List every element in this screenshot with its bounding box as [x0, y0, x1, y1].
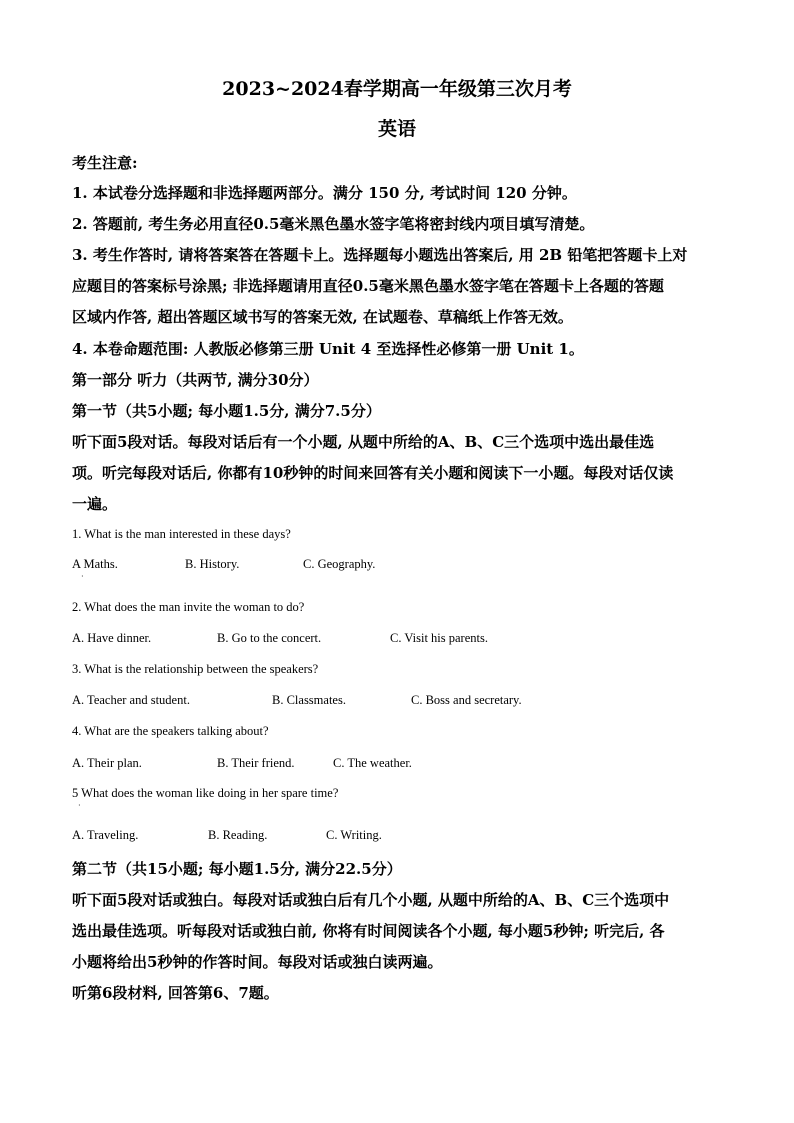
section1-instruction: 听下面5段对话。每段对话后有一个小题, 从题中所给的A、B、C三个选项中选出最佳选	[72, 433, 655, 451]
option-a: A. Traveling.	[72, 828, 139, 842]
notice-line: 1. 本试卷分选择题和非选择题两部分。满分 150 分, 考试时间 120 分钟。	[72, 184, 577, 202]
part1-heading: 第一部分 听力（共两节, 满分30分）	[72, 371, 319, 389]
notice-line: 应题目的答案标号涂黑; 非选择题请用直径0.5毫米黑色墨水签字笔在答题卡上各题的答题	[72, 277, 664, 295]
question-1: 1. What is the man interested in these days?	[72, 527, 291, 541]
notice-line: 4. 本卷命题范围: 人教版必修第三册 Unit 4 至选择性必修第一册 Unit 1。	[72, 340, 584, 358]
material-6-prompt: 听第6段材料, 回答第6、7题。	[72, 984, 279, 1002]
option-b: B. Their friend.	[217, 756, 295, 770]
option-c: C. Writing.	[326, 828, 382, 842]
option-c: C. Boss and secretary.	[411, 693, 522, 707]
section1-instruction: 项。听完每段对话后, 你都有10秒钟的时间来回答有关小题和阅读下一小题。每段对话仅读	[72, 464, 674, 482]
option-c: C. Geography.	[303, 557, 376, 571]
option-b: B. Classmates.	[272, 693, 346, 707]
section2-instruction: 小题将给出5秒钟的作答时间。每段对话或独白读两遍。	[72, 953, 443, 971]
question-5: 5 What does the woman like doing in her spare time?	[72, 786, 339, 800]
option-c: C. The weather.	[333, 756, 412, 770]
section1-heading: 第一节（共5小题; 每小题1.5分, 满分7.5分）	[72, 402, 381, 420]
section2-instruction: 听下面5段对话或独白。每段对话或独白后有几个小题, 从题中所给的A、B、C三个选项中	[72, 891, 670, 909]
subject-title: 英语	[377, 118, 416, 140]
notice-line: 2. 答题前, 考生务必用直径0.5毫米黑色墨水签字笔将密封线内项目填写清楚。	[72, 215, 595, 233]
notice-line: 区域内作答, 超出答题区域书写的答案无效, 在试题卷、草稿纸上作答无效。	[72, 308, 573, 326]
option-a: A. Teacher and student.	[72, 693, 190, 707]
section2-instruction: 选出最佳选项。听每段对话或独白前, 你将有时间阅读各个小题, 每小题5秒钟; 听完后, 各	[72, 922, 665, 940]
option-a: A. Their plan.	[72, 756, 142, 770]
option-a: A. Have dinner.	[72, 631, 152, 645]
option-b: B. Reading.	[208, 828, 268, 842]
question-2: 2. What does the man invite the woman to do?	[72, 600, 305, 614]
notice-heading: 考生注意:	[72, 154, 138, 172]
exam-title: 2023~2024春学期高一年级第三次月考	[222, 78, 572, 100]
section2-heading: 第二节（共15小题; 每小题1.5分, 满分22.5分）	[72, 860, 402, 878]
notice-line: 3. 考生作答时, 请将答案答在答题卡上。选择题每小题选出答案后, 用 2B 铅笔把答题卡上对	[72, 246, 688, 264]
option-b: B. History.	[185, 557, 240, 571]
option-a: A Maths.	[72, 557, 118, 571]
stray-dot: ·	[78, 801, 81, 810]
option-b: B. Go to the concert.	[217, 631, 322, 645]
stray-dot: ·	[81, 572, 84, 581]
option-c: C. Visit his parents.	[390, 631, 488, 645]
question-4: 4. What are the speakers talking about?	[72, 724, 269, 738]
section1-instruction: 一遍。	[72, 495, 118, 513]
question-3: 3. What is the relationship between the speakers?	[72, 662, 319, 676]
